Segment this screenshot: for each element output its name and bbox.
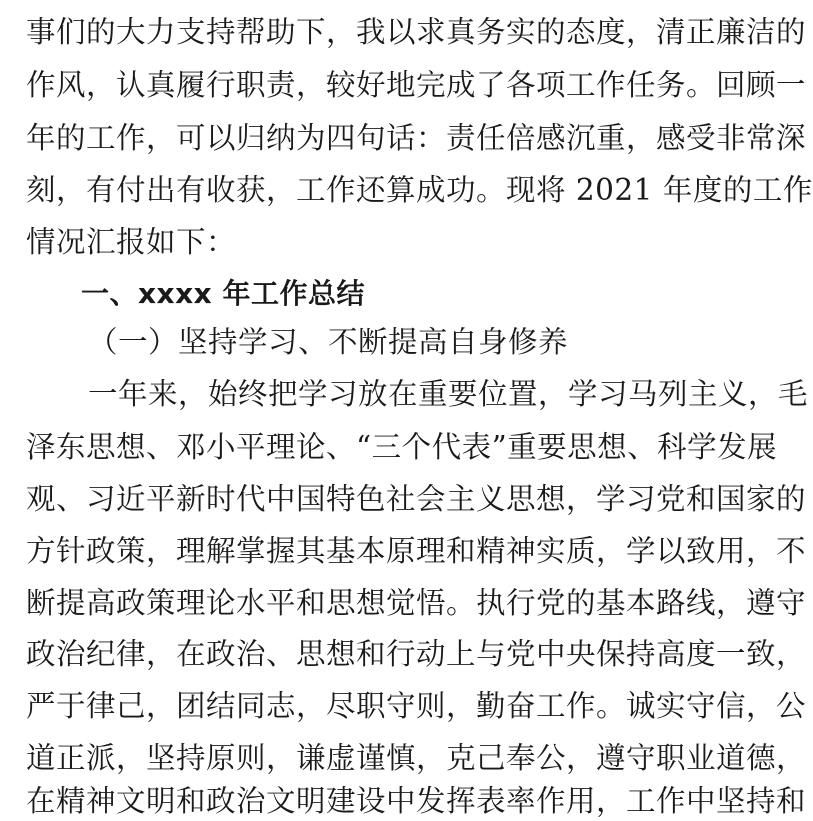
- body-line: 在精神文明和政治文明建设中发挥表率作用，工作中坚持和: [26, 784, 807, 818]
- body-line: 情况汇报如下：: [26, 225, 237, 259]
- body-line: 方针政策，理解掌握其基本原理和精神实质，学以致用，不: [26, 534, 807, 568]
- body-line: 道正派，坚持原则，谦虚谨慎，克己奉公，遵守职业道德，: [26, 741, 807, 775]
- body-line: 一年来，始终把学习放在重要位置，学习马列主义，毛: [88, 377, 809, 411]
- body-line: 年的工作，可以归纳为四句话：责任倍感沉重，感受非常深: [26, 121, 807, 155]
- body-line: 断提高政策理论水平和思想觉悟。执行党的基本路线，遵守: [26, 586, 807, 620]
- body-line: 事们的大力支持帮助下，我以求真务实的态度，清正廉洁的: [26, 15, 807, 49]
- section-heading: 一、xxxx 年工作总结: [81, 277, 365, 310]
- body-line: 严于律己，团结同志，尽职守则，勤奋工作。诚实守信，公: [26, 689, 807, 723]
- body-line: 观、习近平新时代中国特色社会主义思想，学习党和国家的: [26, 482, 807, 516]
- body-line: 政治纪律，在政治、思想和行动上与党中央保持高度一致，: [26, 637, 807, 671]
- body-line: 作风，认真履行职责，较好地完成了各项工作任务。回顾一: [26, 68, 807, 102]
- body-line: 刻，有付出有收获，工作还算成功。现将 2021 年度的工作: [26, 173, 813, 207]
- body-line: 泽东思想、邓小平理论、“三个代表”重要思想、科学发展: [26, 430, 778, 464]
- subsection-heading: （一）坚持学习、不断提高自身修养: [88, 325, 569, 359]
